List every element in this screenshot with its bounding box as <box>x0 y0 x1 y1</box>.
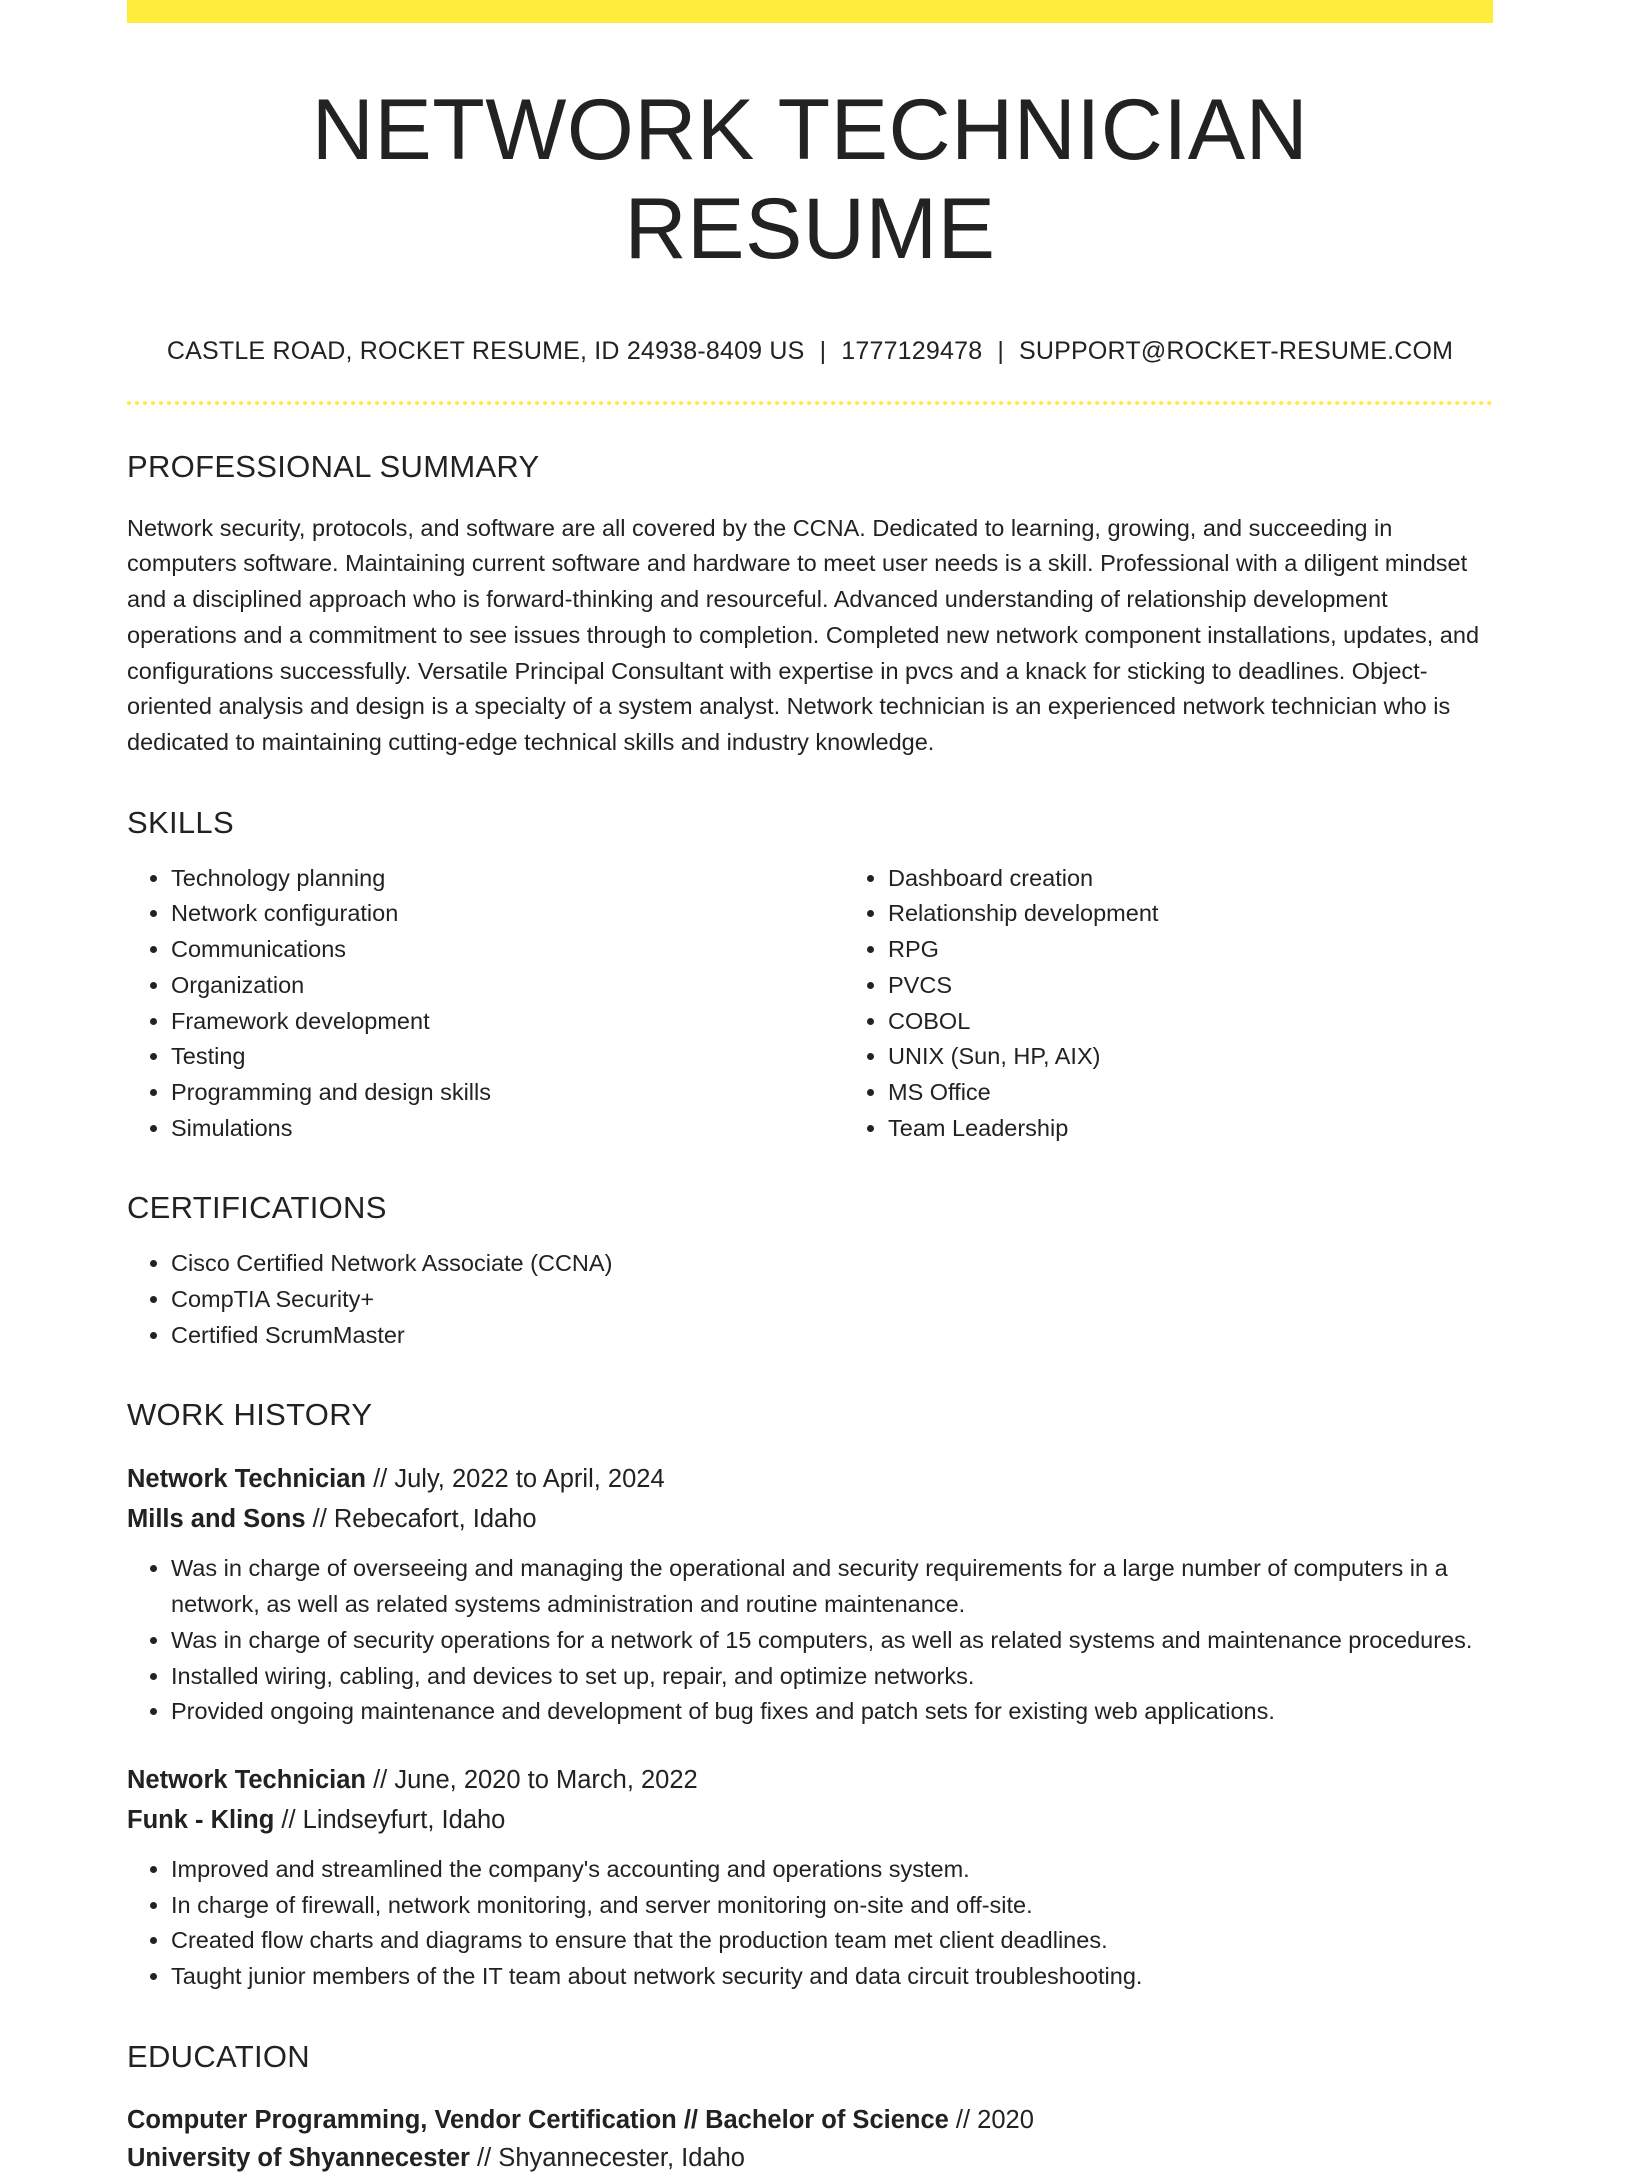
certification-item: • Cisco Certified Network Associate (CCNA) <box>171 1246 1493 1282</box>
education-heading: EDUCATION <box>127 2038 310 2074</box>
skill-item: • RPG <box>888 932 1561 968</box>
contact-address: CASTLE ROAD, ROCKET RESUME, ID 24938-8409 US <box>166 336 805 365</box>
education-school: University of Shyannecester <box>127 2143 470 2172</box>
education-location: // Shyannecester, Idaho <box>469 2143 745 2172</box>
certifications-list <box>127 1246 1493 1353</box>
summary-text: Network security, protocols, and software are all covered by the CCNA. Dedicated to learning, growing, and succeeding in computers software. Maintaining current software and hardware to meet user needs is a skill. Professional with a diligent mindset and a disciplined approach who is forward-thinking and resourceful. Advanced understanding of relationship development operations and a commitment to see issues through to completion. Completed new network component installations, updates, and configurations successfully. Versatile Principal Consultant with expertise in pvcs and a knack for sticking to deadlines. Object-oriented analysis and design is a specialty of a system analyst. Network technician is an experienced network technician who is dedicated to maintaining cutting-edge technical skills and industry knowledge. <box>127 514 1480 755</box>
skill-item: • MS Office <box>888 1075 1561 1111</box>
job-company-line <box>127 1800 1493 1840</box>
job-duty: • Taught junior members of the IT team about network security and data circuit troubleshooting. <box>171 1959 1493 1995</box>
education-degree: Computer Programming, Vendor Certification // Bachelor of Science <box>127 2105 949 2134</box>
skill-item: • Team Leadership <box>888 1111 1561 1147</box>
job-dates: // July, 2022 to April, 2024 <box>366 1465 665 1494</box>
job-duty: • Installed wiring, cabling, and devices to set up, repair, and optimize networks. <box>171 1659 1493 1695</box>
certification-item: • CompTIA Security+ <box>171 1282 1493 1318</box>
job-duties-list <box>127 1551 1493 1730</box>
certification-item: • Certified ScrumMaster <box>171 1318 1493 1354</box>
job-title-line <box>127 1760 1493 1800</box>
resume-page <box>127 0 1493 2177</box>
job-duty: • Created flow charts and diagrams to ensure that the production team met client deadlines. <box>171 1923 1493 1959</box>
job-dates: // June, 2020 to March, 2022 <box>366 1765 698 1794</box>
skill-item: • COBOL <box>888 1004 1561 1040</box>
job-location: // Rebecafort, Idaho <box>305 1505 537 1534</box>
work-history-heading: WORK HISTORY <box>127 1397 373 1433</box>
skill-item: • Organization <box>171 968 844 1004</box>
skill-item: • Dashboard creation <box>888 861 1561 897</box>
job-duty: • Was in charge of overseeing and managing the operational and security requirements for a large number of computers in a network, as well as related systems administration and routine maintenance. <box>171 1551 1493 1622</box>
skill-item: • PVCS <box>888 968 1561 1004</box>
job-duty: • Was in charge of security operations for a network of 15 computers, as well as related systems and maintenance procedures. <box>171 1623 1493 1659</box>
job-duty: • Improved and streamlined the company's accounting and operations system. <box>171 1852 1493 1888</box>
job-title-line <box>127 1459 1493 1499</box>
job-duty: • Provided ongoing maintenance and development of bug fixes and patch sets for existing web applications. <box>171 1694 1493 1730</box>
education-year: // 2020 <box>948 2105 1034 2134</box>
contact-separator: | <box>819 336 827 365</box>
resume-title: NETWORK TECHNICIAN RESUME <box>311 82 1309 277</box>
skill-item: • Programming and design skills <box>171 1075 844 1111</box>
job-title: Network Technician <box>127 1465 367 1494</box>
education-school-line <box>127 2139 1493 2177</box>
dotted-divider <box>127 401 1493 405</box>
certifications-heading: CERTIFICATIONS <box>127 1190 387 1226</box>
job-entry <box>127 1760 1493 1995</box>
summary-heading: PROFESSIONAL SUMMARY <box>127 448 540 484</box>
job-entry <box>127 1459 1493 1730</box>
skills-heading: SKILLS <box>127 804 234 840</box>
job-company: Mills and Sons <box>127 1505 306 1534</box>
contact-phone: 1777129478 <box>841 336 983 365</box>
skill-item: • Relationship development <box>888 896 1561 932</box>
contact-separator: | <box>997 336 1005 365</box>
skills-grid <box>127 861 1493 1147</box>
skills-list-right <box>844 861 1561 1147</box>
skills-list-left <box>127 861 844 1147</box>
contact-line <box>127 337 1493 366</box>
top-accent-bar <box>127 0 1493 23</box>
job-company-line <box>127 1499 1493 1539</box>
job-location: // Lindseyfurt, Idaho <box>274 1805 506 1834</box>
skill-item: • Simulations <box>171 1111 844 1147</box>
job-duties-list <box>127 1852 1493 1995</box>
education-degree-line <box>127 2101 1493 2139</box>
skill-item: • Technology planning <box>171 861 844 897</box>
job-title: Network Technician <box>127 1765 367 1794</box>
skill-item: • Testing <box>171 1039 844 1075</box>
skill-item: • Framework development <box>171 1004 844 1040</box>
job-duty: • In charge of firewall, network monitoring, and server monitoring on-site and off-site. <box>171 1888 1493 1924</box>
job-company: Funk - Kling <box>127 1805 275 1834</box>
skill-item: • Network configuration <box>171 896 844 932</box>
skill-item: • Communications <box>171 932 844 968</box>
skill-item: • UNIX (Sun, HP, AIX) <box>888 1039 1561 1075</box>
contact-email: SUPPORT@ROCKET-RESUME.COM <box>1019 336 1454 365</box>
education-entry <box>127 2101 1493 2177</box>
